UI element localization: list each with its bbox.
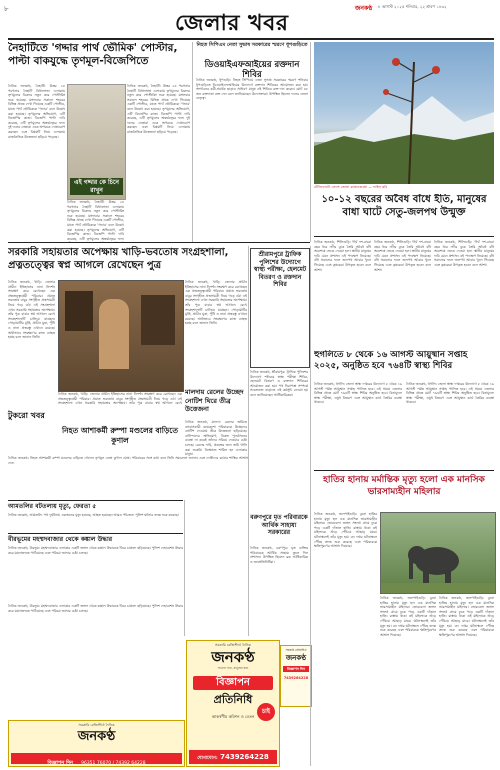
story-birbhum-body-cont: দৈনিক জনকণ্ঠ, বীরভূম: মহম্মদবাজার এলাকার একটি জঙ্গল থেকে কঙ্কাল উদ্ধারকে ঘিরে চাঞ্চল্য ছড়িয়েছে। পুলিশ দেহাবশেষ উদ্ধার করে ময়নাতদন্তে পাঠিয়েছে এবং পরিচয় জানার চেষ্টা চলছে। <box>8 604 183 613</box>
story-kunal-body: দৈনিক জনকণ্ঠ: নিহত আশাকর্মী রুম্পা মণ্ডলের বাড়িতে গেলেন তৃণমূল নেতা কুণাল ঘোষ। পরিবারের সঙ্গে কথা বলে তিনি সমবেদনা জানান এবং দোষীদের কঠোর শাস্তির আশ্বাস দেন। <box>8 456 248 465</box>
story-srirampur-body: দৈনিক জনকণ্ঠ, শ্রীরামপুর: ট্রাফিক পুলিশের উদ্যোগে শনিবার স্বাস্থ্য পরীক্ষা শিবির, হেলমেট বিতরণ ও রক্তদান শিবিরের আয়োজন করা হয়। পথ নিরাপত্তা সম্পর্কে সচেতনতা বাড়াতে এই কর্মসূচি নেওয়া হয় বলে জানিয়েছেন আধিকারিকরা। <box>250 370 308 397</box>
headline-amtoli: আমতলির বটতলায় মৃত্যু, ফেরতা ৫ <box>8 503 97 510</box>
story-dam-body-c: দৈনিক জনকণ্ঠ, শিলিগুড়ি: দীর্ঘ দশ-বারো বছর ধরে নদীর বুকে তৈরি অবৈধ বাঁধ অবশেষে ভেঙে দেওয়া হল। স্থানীয় মানুষের দাবি মেনে প্রশাসন এই পদক্ষেপ নিয়েছে। বাঁধ সরানোর ফলে জলপথ আবার খুলে গিয়েছে এবং কৃষকেরা উপকৃত হবেন বলে আশা। <box>434 240 494 267</box>
column-rule <box>184 500 185 636</box>
story-barunpur-body: দৈনিক জনকণ্ঠ, বরুণপুর: মৃত ব্যক্তির পরিবারকে আর্থিক সাহায্য তুলে দিল প্রশাসন। উপস্থিত ছিলেন ব্লক আধিকারিক ও জনপ্রতিনিধিরা। <box>250 546 308 564</box>
headline-malda: মালদায় রেলের উচ্ছেদ নোটিশ ঘিরে তীব্র উত্তেজনা <box>185 388 244 413</box>
ad1-tag: সত্যের পথে, মানুষের কথা <box>217 666 249 670</box>
story-hooghly-body-a: দৈনিক জনকণ্ঠ, হুগলি: জেলা স্বাস্থ্য দপ্তরের উদ্যোগে ৮ থেকে ১৬ আগস্ট পর্যন্ত আয়ুষ্মান সপ্তাহ পালিত হবে। এই সময়ে জেলার বিভিন্ন প্রান্তে মোট ৭৬৪টি স্বাস্থ্য শিবির অনুষ্ঠিত হবে। বিনামূল্যে স্বাস্থ্য পরীক্ষা, ওষুধ বিতরণ এবং আয়ুষ্মান কার্ড তৈরির ব্যবস্থা থাকবে। <box>314 382 402 405</box>
section-rule <box>8 242 310 243</box>
story-elephant-body-a: দৈনিক জনকণ্ঠ, জলপাইগুড়ি: বুনো হাতির হানায় মৃত্যু হল এক মানসিক ভারসাম্যহীন মহিলার। ভোরবেলা জঙ্গল সংলগ্ন গ্রামে ঢুকে পড়ে একটি দাঁতাল হাতি। রাস্তায় থাকা ওই মহিলাকে শুঁড়ে পেঁচিয়ে আছাড় মারে। ঘটনাস্থলেই তাঁর মৃত্যু হয়। বন দপ্তর ঘটনাস্থলে পৌঁছে তদন্ত শুরু করেছে এবং পরিবারকে ক্ষতিপূরণের আশ্বাস দিয়েছে। <box>314 512 377 549</box>
masthead-rule <box>8 38 494 40</box>
ad2-top: সরকারি রেজিস্টার্ড <box>285 648 307 652</box>
masthead-brand: জনকণ্ঠ <box>355 5 373 12</box>
story-malda-body: দৈনিক জনকণ্ঠ, মালদা: রেলের জমিতে বসবাসকারী কয়েকশো পরিবারকে উচ্ছেদের নোটিশ দেওয়ায় তীব্র উত্তেজনা ছড়িয়েছে। বাসিন্দাদের অভিযোগ, বিকল্প পুনর্বাসনের ব্যবস্থা না করেই তাঁদের সরিয়ে দেওয়ার চেষ্টা চলছে। রেলের দাবি, প্রকল্পের জন্য জমি খালি করা জরুরি। বিক্ষোভে শামিল হন এলাকার মানুষ। <box>185 420 247 457</box>
museum-photo <box>58 280 184 392</box>
page-number: ৮ <box>4 5 9 13</box>
section-title: জেলার খবর <box>175 11 289 36</box>
ad1-cta: চাই <box>257 703 275 721</box>
story-museum-body-c: দৈনিক জনকণ্ঠ, খাড়ি: জেলার প্রাচীন ইতিহাসের নানা নিদর্শন সংরক্ষণ করে রেখেছেন এক প্রত্নতত্ত্বপ্রেমী পরিবার। প্রয়াত ভবতোষ বাবুর সংগৃহীত প্রত্নসামগ্রী নিয়ে গড়ে ওঠা এই সংগ্রহশালা এখন সরকারি সহায়তার অপেক্ষায়। তাঁর পুত্র বাবার স্বপ্ন আগলে রেখে সংগ্রহশালাটি চালিয়ে যাচ্ছেন। পোড়ামাটির মূর্তি, প্রাচীন মুদ্রা, পুঁথি ও নানা প্রত্নবস্তু এখানে রয়েছে। অর্থাভাবে সংরক্ষণের কাজ ব্যাহত হচ্ছে বলে জানান তিনি। <box>185 280 247 326</box>
ad3-top: সরকারি রেজিস্টার্ড দৈনিক <box>78 723 115 727</box>
story-amtoli-body: দৈনিক জনকণ্ঠ, আমতলি: পথ দুর্ঘটনায় একজনের মৃত্যু হয়েছে, আহত হয়েছেন আরও পাঁচজন। পুলিশ ঘটনার তদন্ত শুরু করেছে। <box>8 513 179 517</box>
advert-bottom-left <box>8 720 185 767</box>
ad1-contact-label: যোগাযোগ: <box>197 756 218 761</box>
headline-hooghly: হুগলিতে ৮ থেকে ১৬ আগস্ট আয়ুষ্মান সপ্তাহ ২০২৫, অনুষ্ঠিত হবে ৭৬৪টি স্বাস্থ্য শিবির <box>314 350 468 371</box>
story-dam-body-b: দৈনিক জনকণ্ঠ, শিলিগুড়ি: দীর্ঘ দশ-বারো বছর ধরে নদীর বুকে তৈরি অবৈধ বাঁধ অবশেষে ভেঙে দেওয়া হল। স্থানীয় মানুষের দাবি মেনে প্রশাসন এই পদক্ষেপ নিয়েছে। বাঁধ সরানোর ফলে জলপথ আবার খুলে গিয়েছে এবং কৃষকেরা উপকৃত হবেন বলে আশা। <box>374 240 431 272</box>
column-rule <box>248 246 249 636</box>
story-birbhum-body: দৈনিক জনকণ্ঠ, বীরভূম: মহম্মদবাজার এলাকার একটি জঙ্গল থেকে কঙ্কাল উদ্ধারকে ঘিরে চাঞ্চল্য ছড়িয়েছে। পুলিশ দেহাবশেষ উদ্ধার করে ময়নাতদন্তে পাঠিয়েছে এবং পরিচয় জানার চেষ্টা চলছে। <box>8 546 183 555</box>
headline-dam: ১০-১২ বছরের অবৈধ বাঁধে ইতি, মানুষের বাধা ঘাটে সেতু-জলপথ উন্মুক্ত <box>321 194 487 218</box>
story-rule <box>8 500 183 501</box>
story-hooghly-body-b: দৈনিক জনকণ্ঠ, হুগলি: জেলা স্বাস্থ্য দপ্তরের উদ্যোগে ৮ থেকে ১৬ আগস্ট পর্যন্ত আয়ুষ্মান সপ্তাহ পালিত হবে। এই সময়ে জেলার বিভিন্ন প্রান্তে মোট ৭৬৪টি স্বাস্থ্য শিবির অনুষ্ঠিত হবে। বিনামূল্যে স্বাস্থ্য পরীক্ষা, ওষুধ বিতরণ এবং আয়ুষ্মান কার্ড তৈরির ব্যবস্থা থাকবে। <box>406 382 494 405</box>
section-rule <box>314 470 494 471</box>
headline-kunal: নিহত আশাকর্মী রুম্পা মণ্ডলের বাড়িতে কুণাল <box>62 426 178 445</box>
shelf <box>65 291 93 331</box>
ad2-title: বিজ্ঞাপন দিন <box>283 666 309 672</box>
story-elephant-body-c: দৈনিক জনকণ্ঠ, জলপাইগুড়ি: বুনো হাতির হানায় মৃত্যু হল এক মানসিক ভারসাম্যহীন মহিলার। ভোরবেলা জঙ্গল সংলগ্ন গ্রামে ঢুকে পড়ে একটি দাঁতাল হাতি। রাস্তায় থাকা ওই মহিলাকে শুঁড়ে পেঁচিয়ে আছাড় মারে। ঘটনাস্থলেই তাঁর মৃত্যু হয়। বন দপ্তর ঘটনাস্থলে পৌঁছে তদন্ত শুরু করেছে এবং পরিবারকে ক্ষতিপূরণের আশ্বাস দিয়েছে। <box>439 596 494 637</box>
ad1-phone: 7439264228 <box>220 753 269 761</box>
column-rule <box>310 246 311 766</box>
headline-barunpur: বরুণপুরে মৃত পরিবারকে আর্থিক সাহায্য সরকারের <box>250 514 308 536</box>
shelf <box>141 295 175 345</box>
photo-caption: টেলিফোটো লেন্সে তোলা কাঞ্চনজঙ্ঘা — ফাইল ছবি <box>314 185 388 189</box>
ad1-top: সরকারি রেজিস্টার্ড দৈনিক <box>215 643 251 647</box>
person-figure <box>99 299 129 369</box>
ad2-brand: জনকণ্ঠ <box>285 654 307 662</box>
ad3-bar <box>11 753 182 764</box>
story-museum-body-b: দৈনিক জনকণ্ঠ, খাড়ি: জেলার প্রাচীন ইতিহাসের নানা নিদর্শন সংরক্ষণ করে রেখেছেন এক প্রত্নতত্ত্বপ্রেমী পরিবার। প্রয়াত ভবতোষ বাবুর সংগৃহীত প্রত্নসামগ্রী নিয়ে গড়ে ওঠা এই সংগ্রহশালা এখন সরকারি সহায়তার অপেক্ষায়। তাঁর পুত্র বাবার স্বপ্ন আগলে রেখে <box>58 392 182 406</box>
ad1-title: বিজ্ঞাপন <box>193 676 273 690</box>
dateline: ৮ আগস্ট ২০২৫ শনিবার, ২২ শ্রাবণ ১৪৩২ <box>378 4 447 9</box>
story-rule <box>8 533 183 534</box>
story-dyfi-body: দৈনিক জনকণ্ঠ, ধূপগুড়ি: নিহত সিপিএম নেতা সুভাষ সরকারের স্মরণে শনিবার ধূপগুড়িতে ডিওয়াইএফআইয়ের উদ্যোগে রক্তদান শিবিরের আয়োজন করা হয়। সংগঠনের কর্মী-সমর্থক ছাড়াও সাধারণ মানুষ এই শিবিরে রক্ত দান করেন। মোট ৪৮ জন রক্তদাতা রক্ত দেন বলে জানিয়েছেন উদ্যোক্তারা। উপস্থিত ছিলেন দলের জেলা নেতৃত্ব। <box>196 78 308 101</box>
ad1-subtitle: প্রতিনিধি <box>213 693 253 706</box>
column-rule <box>310 42 311 242</box>
book-cover-text: এই গদ্দার কে চিনে রাখুন <box>70 178 123 195</box>
elephant-photo <box>380 512 496 594</box>
story-dam-body-a: দৈনিক জনকণ্ঠ, শিলিগুড়ি: দীর্ঘ দশ-বারো বছর ধরে নদীর বুকে তৈরি অবৈধ বাঁধ অবশেষে ভেঙে দেওয়া হল। স্থানীয় মানুষের দাবি মেনে প্রশাসন এই পদক্ষেপ নিয়েছে। বাঁধ সরানোর ফলে জলপথ আবার খুলে গিয়েছে এবং কৃষকেরা উপকৃত হবেন বলে আশা। <box>314 240 371 272</box>
book-cover-photo <box>67 84 126 200</box>
headline-dyfi: ডিওয়াইএফআইয়ের রক্তদান শিবির <box>204 60 300 80</box>
kicker-srirampur: শ্রীরামপুরে ট্রাফিক পুলিশের উদ্যোগে স্বাস্থ্য পরীক্ষা, হেলমেট বিতরণ ও রক্তদান শিবির <box>253 251 307 289</box>
short-news-label: টুকরো খবর <box>8 411 45 420</box>
elephant-illustration <box>381 513 495 593</box>
column-rule <box>192 42 193 242</box>
ad1-line: আকর্ষণীয় কমিশন ও বেতন <box>211 714 255 719</box>
mountain-photo <box>314 42 494 184</box>
headline-elephant: হাতির হানায় মর্মান্তিক মৃত্যু হলো এক মানসিক ভারসাম্যহীন মহিলার <box>323 475 485 497</box>
ad1-brand: জনকণ্ঠ <box>211 648 255 666</box>
headline-naihati: নৈহাটিতে 'গদ্দার পার্থ ভৌমিক' পোস্টার, পাল্টা বাকযুদ্ধে তৃণমূল-বিজেপিতে <box>8 42 178 67</box>
ad2-phone: 7439264228 <box>283 676 309 680</box>
headline-museum: সরকারি সহায়তার অপেক্ষায় খাড়ি-ভবতোষ সংগ্রহশালা, প্রত্নতত্ত্বের স্বপ্ন আগলে রেখেছেন পুত্র <box>8 247 229 271</box>
story-elephant-body-b: দৈনিক জনকণ্ঠ, জলপাইগুড়ি: বুনো হাতির হানায় মৃত্যু হল এক মানসিক ভারসাম্যহীন মহিলার। ভোরবেলা জঙ্গল সংলগ্ন গ্রামে ঢুকে পড়ে একটি দাঁতাল হাতি। রাস্তায় থাকা ওই মহিলাকে শুঁড়ে পেঁচিয়ে আছাড় মারে। ঘটনাস্থলেই তাঁর মৃত্যু হয়। বন দপ্তর ঘটনাস্থলে পৌঁছে তদন্ত শুরু করেছে এবং পরিবারকে ক্ষতিপূরণের আশ্বাস দিয়েছে। <box>380 596 436 637</box>
mountain-illustration <box>314 42 494 184</box>
story-naihati-body-b: দৈনিক জনকণ্ঠ, নৈহাটি: উত্তর ২৪ পরগনার নৈহাটি বিধানসভা এলাকায় তৃণমূলের বিরুদ্ধে নতুন করে পোস্টারিং শুরু হয়েছে। মঙ্গলবার সকালে শহরের বিভিন্ন প্রান্তে দেখা গিয়েছে একটি পোস্টার, যাতে পার্থ ভৌমিককে 'গদ্দার' বলে উল্লেখ করা হয়েছে। তৃণমূলের অভিযোগ, এটি বিজেপির কাজ। বিজেপি পাল্টা দাবি করেছে, এটি তৃণমূলের অন্তর্দ্বন্দ্বের ফল। <box>67 200 124 241</box>
ad3-title: বিজ্ঞাপন দিন <box>47 760 73 766</box>
headline-birbhum: বীরভূমের মহম্মদবাজার থেকে কঙ্কাল উদ্ধার <box>8 536 113 543</box>
srirampur-box <box>250 248 310 368</box>
ad3-brand: জনকণ্ঠ <box>77 729 116 744</box>
story-naihati-body-c: দৈনিক জনকণ্ঠ, নৈহাটি: উত্তর ২৪ পরগনার নৈহাটি বিধানসভা এলাকায় তৃণমূলের বিরুদ্ধে নতুন করে পোস্টারিং শুরু হয়েছে। মঙ্গলবার সকালে শহরের বিভিন্ন প্রান্তে দেখা গিয়েছে একটি পোস্টার, যাতে পার্থ ভৌমিককে 'গদ্দার' বলে উল্লেখ করা হয়েছে। তৃণমূলের অভিযোগ, এটি বিজেপির কাজ। বিজেপি পাল্টা দাবি করেছে, এটি তৃণমূলের অন্তর্দ্বন্দ্বের ফল। দুই দলের নেতারা একে অপরকে দোষারোপ করছেন এবং বিষয়টি নিয়ে এলাকায় রাজনৈতিক উত্তেজনা ছড়িয়ে পড়েছে। <box>127 84 190 134</box>
ad3-phones: 96351 76070 / 74392 64228 <box>81 761 146 766</box>
story-naihati-body-a: দৈনিক জনকণ্ঠ, নৈহাটি: উত্তর ২৪ পরগনার নৈহাটি বিধানসভা এলাকায় তৃণমূলের বিরুদ্ধে নতুন করে পোস্টারিং শুরু হয়েছে। মঙ্গলবার সকালে শহরের বিভিন্ন প্রান্তে দেখা গিয়েছে একটি পোস্টার, যাতে পার্থ ভৌমিককে 'গদ্দার' বলে উল্লেখ করা হয়েছে। তৃণমূলের অভিযোগ, এটি বিজেপির কাজ। বিজেপি পাল্টা দাবি করেছে, এটি তৃণমূলের অন্তর্দ্বন্দ্বের ফল। দুই দলের নেতারা একে অপরকে দোষারোপ করছেন এবং বিষয়টি নিয়ে এলাকায় রাজনৈতিক উত্তেজনা ছড়িয়ে পড়েছে। <box>8 84 65 139</box>
advert-recruitment <box>186 640 280 767</box>
story-museum-body-a: দৈনিক জনকণ্ঠ, খাড়ি: জেলার প্রাচীন ইতিহাসের নানা নিদর্শন সংরক্ষণ করে রেখেছেন এক প্রত্নতত্ত্বপ্রেমী পরিবার। প্রয়াত ভবতোষ বাবুর সংগৃহীত প্রত্নসামগ্রী নিয়ে গড়ে ওঠা এই সংগ্রহশালা এখন সরকারি সহায়তার অপেক্ষায়। তাঁর পুত্র বাবার স্বপ্ন আগলে রেখে সংগ্রহশালাটি চালিয়ে যাচ্ছেন। পোড়ামাটির মূর্তি, প্রাচীন মুদ্রা, পুঁথি ও নানা প্রত্নবস্তু এখানে রয়েছে। অর্থাভাবে সংরক্ষণের কাজ ব্যাহত হচ্ছে বলে জানান তিনি। <box>8 280 55 340</box>
ad1-phone-bar <box>189 750 277 764</box>
advert-brand-small <box>280 645 312 707</box>
section-rule <box>314 236 494 237</box>
kicker-dyfi: নিহত সিপিএম নেতা সুভাষ সরকারের স্মরণে ধূপগুড়িতে <box>196 42 308 48</box>
